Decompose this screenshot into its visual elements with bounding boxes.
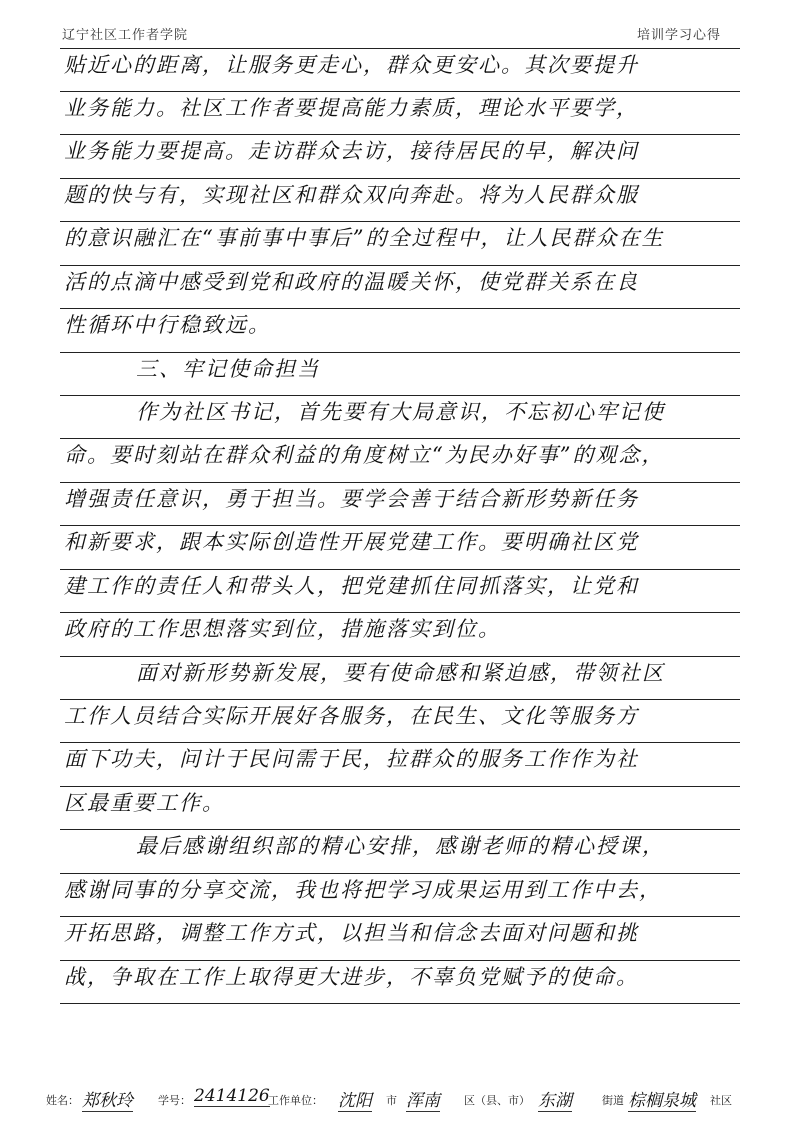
id-value: 2414126 [194, 1086, 270, 1106]
community-label: 社区 [710, 1094, 732, 1107]
text-line: 建工作的责任人和带头人，把党建抓住同抓落实，让党和 [64, 574, 639, 598]
text-line: 政府的工作思想落实到位，措施落实到位。 [64, 617, 501, 641]
city-label: 市 [386, 1094, 397, 1107]
text-line: 感谢同事的分享交流，我也将把学习成果运用到工作中去， [64, 878, 662, 902]
header-institution: 辽宁社区工作者学院 [62, 28, 189, 43]
name-value: 郑秋玲 [82, 1086, 133, 1112]
text-line: 区最重要工作。 [64, 791, 225, 815]
paragraph-start: 作为社区书记，首先要有大局意识，不忘初心牢记使 [136, 400, 665, 424]
text-line: 工作人员结合实际开展好各服务，在民生、文化等服务方 [64, 704, 639, 728]
text-line: 命。要时刻站在群众利益的角度树立“为民办好事”的观念， [64, 443, 665, 467]
text-line: 活的点滴中感受到党和政府的温暖关怀，使党群关系在良 [64, 270, 639, 294]
text-line: 贴近心的距离，让服务更走心，群众更安心。其次要提升 [64, 53, 639, 77]
rule-line [60, 1003, 740, 1004]
id-label: 学号： [158, 1094, 191, 1107]
text-line: 题的快与有，实现社区和群众双向奔赴。将为人民群众服 [64, 183, 639, 207]
text-line: 面下功夫，问计于民问需于民，拉群众的服务工作作为社 [64, 747, 639, 771]
name-label: 姓名： [46, 1094, 79, 1107]
district-label: 区（县、市） [464, 1094, 530, 1107]
section-heading: 三、牢记使命担当 [136, 357, 320, 381]
paragraph-start: 面对新形势新发展，要有使命感和紧迫感，带领社区 [136, 661, 665, 685]
street-label: 街道 [602, 1094, 624, 1107]
community-value: 棕榈泉城 [628, 1086, 696, 1112]
city-value: 沈阳 [338, 1086, 372, 1112]
street-value: 东湖 [538, 1086, 572, 1112]
district-value: 浑南 [406, 1086, 440, 1112]
text-line: 业务能力要提高。走访群众去访，接待居民的早，解决问 [64, 139, 639, 163]
unit-label: 工作单位： [268, 1094, 323, 1107]
text-line: 的意识融汇在“事前事中事后”的全过程中，让人民群众在生 [64, 226, 665, 250]
text-line: 增强责任意识，勇于担当。要学会善于结合新形势新任务 [64, 487, 639, 511]
text-line: 开拓思路，调整工作方式，以担当和信念去面对问题和挑 [64, 921, 639, 945]
text-line: 业务能力。社区工作者要提高能力素质，理论水平要学， [64, 96, 639, 120]
header-doc-type: 培训学习心得 [636, 28, 721, 43]
lined-sheet [60, 48, 740, 1003]
signature-footer [46, 1084, 756, 1112]
text-line: 和新要求，跟本实际创造性开展党建工作。要明确社区党 [64, 530, 639, 554]
text-line: 性循环中行稳致远。 [64, 313, 271, 337]
text-line: 战，争取在工作上取得更大进步，不辜负党赋予的使命。 [64, 965, 639, 989]
paragraph-start: 最后感谢组织部的精心安排，感谢老师的精心授课， [136, 834, 665, 858]
